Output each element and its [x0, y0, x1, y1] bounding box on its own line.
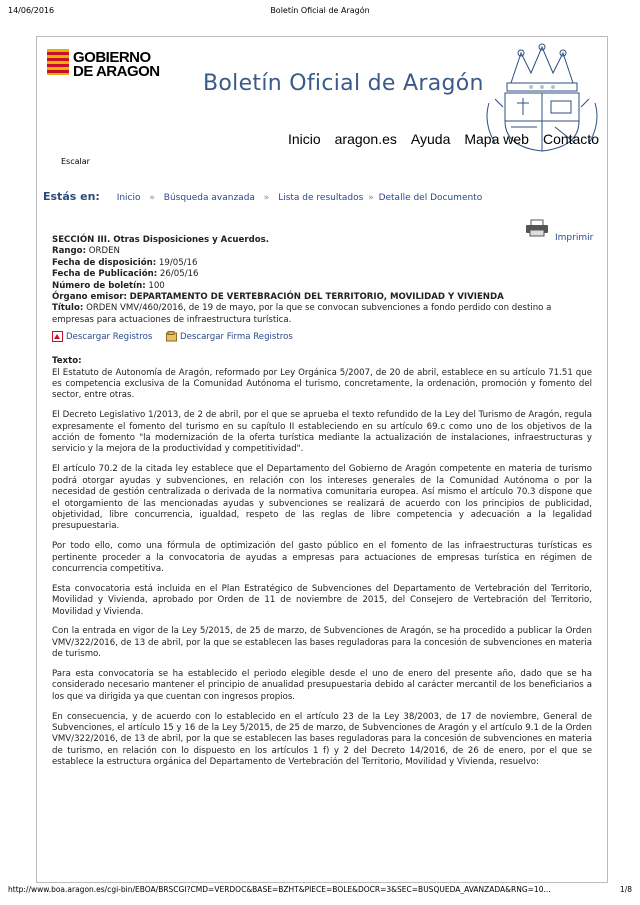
print-link-label: Imprimir [555, 233, 594, 243]
breadcrumb-separator: » [149, 193, 155, 203]
gobierno-aragon-logo[interactable] [47, 49, 160, 80]
breadcrumb-busqueda-avanzada[interactable]: Búsqueda avanzada [163, 193, 255, 203]
logo-line-2: DE ARAGON [73, 63, 160, 80]
nav-ayuda[interactable]: Ayuda [410, 131, 451, 147]
field-titulo [52, 303, 592, 326]
field-organo-emisor-value: DEPARTAMENTO DE VERTEBRACIÓN DEL TERRITORIO, MOVILIDAD Y VIVIENDA [129, 292, 504, 303]
field-fecha-disposicion-value: 19/05/16 [158, 257, 198, 268]
field-numero-boletin-label: Número de boletín: [52, 280, 146, 291]
field-rango [52, 246, 592, 257]
document-paragraph: En consecuencia, y de acuerdo con lo establecido en el artículo 23 de la Ley 38/2003, de 17 de noviembre, General de Subvenciones, el artículo 15 y 16 de la Ley 5/2015, de 25 de marzo, de Subvenciones de Aragón y el artículo 9.1 de la Orden VMV/322/2016, de 13 de abril, por la que se establecen las bases reguladoras para la concesión de subvenciones en materia de turismo, en relación con lo dispuesto en los artículos 1 f) y 2 del Decreto 14/2016, de 26 de enero, por el que se establece la estructura orgánica del Departamento de Vertebración del Territorio, Movilidad y Vivienda, resuelvo: [52, 711, 592, 768]
document-body [52, 235, 592, 777]
field-fecha-disposicion-label: Fecha de disposición: [52, 257, 157, 268]
breadcrumb-inicio[interactable]: Inicio [116, 193, 141, 203]
breadcrumb-label: Estás en: [43, 190, 100, 203]
print-page-number: 1/8 [619, 885, 632, 894]
nav-inicio[interactable]: Inicio [287, 131, 321, 147]
print-doc-title: Boletín Oficial de Aragón [270, 6, 370, 15]
field-organo-emisor [52, 292, 592, 303]
document-paragraph: Por todo ello, como una fórmula de optimización del gasto público en el fomento de las infraestructuras turísticas es pertinente proceder a la convocatoria de ayudas a empresas para actuaciones de empresas turística en régimen de concurrencia competitiva. [52, 541, 592, 574]
font-size-control[interactable]: Escalar [61, 157, 90, 166]
document-paragraph: El Decreto Legislativo 1/2013, de 2 de abril, por el que se aprueba el texto refundido de la Ley del Turismo de Aragón, regula expresamente el fomento del turismo en su capítulo II estableciendo en su artículo 69.c como uno de los objetivos de la acción de fomento "la modernización de la oferta turística mediante la actualización de instalaciones, infraestructuras y servicio y la mejora de la productividad y competitividad". [52, 410, 592, 455]
field-fecha-publicacion-label: Fecha de Publicación: [52, 269, 158, 280]
field-fecha-disposicion [52, 258, 592, 269]
top-nav [274, 131, 599, 147]
nav-mapa-web[interactable]: Mapa web [464, 131, 529, 147]
texto-heading: Texto: [52, 356, 82, 367]
print-header [8, 6, 632, 18]
field-rango-value: ORDEN [88, 246, 120, 257]
descargar-firma-registros-link[interactable]: Descargar Firma Registros [180, 332, 293, 343]
site-banner [41, 41, 603, 153]
field-fecha-publicacion-value: 26/05/16 [159, 269, 199, 280]
breadcrumb-separator: » [368, 193, 374, 203]
document-paragraph: El artículo 70.2 de la citada ley establece que el Departamento del Gobierno de Aragón competente en materia de turismo podrá otorgar ayudas y subvenciones, en relación con los intereses generales de la Comunidad Autónoma o por la necesidad de gestión centralizada o derivada de la normativa comunitaria europea. Así mismo el artículo 70.3 dispone que el otorgamiento de las mencionadas ayudas y subvenciones se realizará de acuerdo con los principios de publicidad, objetividad, libre concurrencia, igualdad, respeto de las reglas de libre competencia y adecuación a la legalidad presupuestaria. [52, 464, 592, 532]
document-section: SECCIÓN III. Otras Disposiciones y Acuerdos. [52, 235, 270, 245]
descargar-registros-link[interactable]: Descargar Registros [66, 332, 153, 343]
breadcrumb-detalle: Detalle del Documento [378, 193, 483, 203]
breadcrumb [43, 190, 482, 203]
logo-line-1: GOBIERNO [73, 49, 151, 66]
field-numero-boletin-value: 100 [148, 280, 165, 291]
document-paragraph: Con la entrada en vigor de la Ley 5/2015, de 25 de marzo, de Subvenciones de Aragón, se ha procedido a publicar la Orden VMV/322/2016, de 13 de abril, por la que se establecen las bases reguladoras para la concesión de subvenciones en materia de turismo. [52, 626, 592, 660]
nav-aragon-es[interactable]: aragon.es [334, 131, 397, 147]
document-paragraph: Para esta convocatoria se ha establecido el periodo elegible desde el uno de enero del presente año, dado que se ha considerado necesario mantener el principio de anualidad presupuestaria debido al carácter mercantil de los beneficiarios a los que va dirigida ya que cuentan con ingresos propios. [52, 668, 592, 702]
nav-contacto[interactable]: Contacto [542, 131, 599, 147]
breadcrumb-separator: » [263, 193, 270, 203]
site-title: Boletín Oficial de Aragón [203, 71, 484, 96]
aragon-flag-icon [47, 49, 69, 75]
field-organo-emisor-label: Órgano emisor: [52, 292, 127, 303]
document-paragraph: El Estatuto de Autonomía de Aragón, reformado por Ley Orgánica 5/2007, de 20 de abril, establece en su artículo 71.51 que es competencia exclusiva de la Comunidad Autónoma el turismo, concretamente, la ordenación, promoción y fomento del sector, entre otras. [52, 367, 592, 401]
download-links [52, 332, 592, 346]
field-numero-boletin [52, 281, 592, 292]
document-paragraph: Esta convocatoria está incluida en el Plan Estratégico de Subvenciones del Departamento de Vertebración del Territorio, Movilidad y Vivienda, aprobado por Orden de 11 de noviembre de 2015, del Consejero de Vertebración del Territorio, Movilidad y Vivienda. [52, 583, 592, 617]
pdf-icon [52, 331, 63, 342]
signature-file-icon [166, 331, 177, 342]
field-titulo-label: Título: [52, 303, 84, 314]
field-rango-label: Rango: [52, 246, 87, 257]
field-fecha-publicacion [52, 269, 592, 280]
breadcrumb-lista-resultados[interactable]: Lista de resultados [278, 193, 364, 203]
field-titulo-value: ORDEN VMV/460/2016, de 19 de mayo, por la que se convocan subvenciones a fondo perdido con destino a empresas para actuaciones de infraestructura turística. [52, 303, 552, 325]
print-url: http://www.boa.aragon.es/cgi-bin/EBOA/BRSCGI?CMD=VERDOC&BASE=BZHT&PIECE=BOLE&DOCR=3&SEC=BUSQUEDA_AVANZADA&RNG=10... [8, 885, 551, 894]
print-date: 14/06/2016 [8, 6, 55, 15]
page-frame [36, 36, 608, 883]
print-footer [8, 885, 632, 897]
